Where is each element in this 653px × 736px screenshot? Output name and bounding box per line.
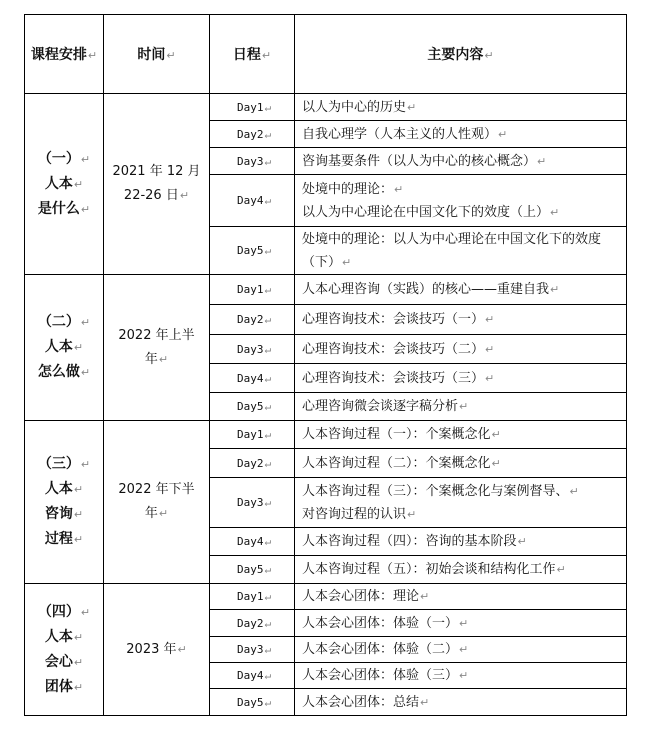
table-row (25, 421, 627, 449)
content-line: 人本咨询过程（四）：咨询的基本阶段↵ (302, 534, 527, 549)
content-line: 对咨询过程的认识↵ (302, 506, 417, 522)
day-label: Day3↵ (210, 148, 295, 175)
section-title-line: 人本↵ (44, 175, 84, 192)
day-content (295, 478, 627, 528)
course-schedule-table (24, 14, 627, 716)
day-label: Day2↵ (210, 305, 295, 335)
header-main-content: 主要内容↵ (295, 15, 627, 94)
content-line: 人本会心团体：理论↵ (302, 589, 430, 604)
content-line: 人本会心团体：总结↵ (302, 694, 430, 710)
day-label: Day2↵ (210, 610, 295, 637)
time-line: 年↵ (144, 351, 169, 367)
day-content (295, 610, 627, 637)
content-line: 心理咨询微会谈逐字稿分析↵ (302, 399, 469, 414)
content-line: 人本会心团体：体验（三）↵ (302, 668, 469, 683)
section-title-line: 过程↵ (44, 531, 84, 547)
content-line: 人本咨询过程（三）：个案概念化与案例督导、↵ (302, 483, 579, 499)
day-label: Day5↵ (210, 689, 295, 716)
day-content (295, 663, 627, 689)
content-line: 处境中的理论：↵ (302, 181, 404, 197)
section-title-line: 怎么做↵ (37, 364, 91, 380)
time-line: 2022 年上半 (118, 327, 195, 343)
content-line: 人本咨询过程（二）：个案概念化↵ (302, 455, 501, 471)
day-label: Day4↵ (210, 364, 295, 393)
day-label: Day4↵ (210, 663, 295, 689)
time-line: 年↵ (144, 506, 169, 521)
section-time (104, 94, 210, 275)
section-time (104, 421, 210, 584)
day-label: Day4↵ (210, 528, 295, 556)
day-label: Day5↵ (210, 227, 295, 275)
content-line: 处境中的理论：以人为中心理论在中国文化下的效度（下）↵ (302, 231, 602, 270)
section-title-line: 是什么↵ (37, 200, 91, 217)
section-time (104, 275, 210, 421)
content-line: 咨询基要条件（以人为中心的核心概念）↵ (302, 153, 547, 169)
day-content (295, 449, 627, 478)
day-content (295, 148, 627, 175)
section-title-line: 团体↵ (44, 678, 84, 695)
table-row (25, 275, 627, 305)
header-schedule: 日程↵ (210, 15, 295, 94)
day-label: Day2↵ (210, 121, 295, 148)
content-line: 以人为中心理论在中国文化下的效度（上）↵ (302, 204, 560, 220)
content-line: 心理咨询技术：会谈技巧（一）↵ (302, 312, 495, 327)
section-title-line: （三）↵ (37, 456, 91, 472)
day-content (295, 556, 627, 584)
header-row (25, 15, 627, 94)
content-line: 心理咨询技术：会谈技巧（三）↵ (302, 370, 495, 386)
header-time: 时间↵ (104, 15, 210, 94)
section-title-line: 会心↵ (44, 653, 84, 670)
day-label: Day1↵ (210, 275, 295, 305)
day-content (295, 528, 627, 556)
day-content (295, 227, 627, 275)
section-title-line: 咨询↵ (44, 506, 84, 522)
section-title-line: （二）↵ (37, 314, 91, 330)
day-label: Day5↵ (210, 393, 295, 421)
time-line: 2021 年 12 月 (112, 164, 201, 179)
day-content (295, 637, 627, 663)
section-title (25, 421, 104, 584)
time-line: 22-26 日↵ (123, 188, 190, 203)
day-label: Day4↵ (210, 175, 295, 227)
table-row (25, 94, 627, 121)
content-line: 人本会心团体：体验（二）↵ (302, 642, 469, 657)
day-content (295, 689, 627, 716)
section-title (25, 275, 104, 421)
day-content (295, 175, 627, 227)
table-row (25, 584, 627, 610)
content-line: 人本会心团体：体验（一）↵ (302, 615, 469, 631)
section-title-line: 人本↵ (44, 628, 84, 645)
time-line: 2022 年下半 (118, 482, 195, 497)
section-title (25, 584, 104, 716)
section-title-line: （四）↵ (37, 603, 91, 620)
day-content (295, 584, 627, 610)
section-time (104, 584, 210, 716)
day-label: Day3↵ (210, 637, 295, 663)
day-content (295, 393, 627, 421)
section-title (25, 94, 104, 275)
header-course-arrangement: 课程安排↵ (25, 15, 104, 94)
day-label: Day1↵ (210, 94, 295, 121)
section-title-line: （一）↵ (37, 150, 91, 167)
day-content (295, 94, 627, 121)
day-label: Day1↵ (210, 421, 295, 449)
day-label: Day2↵ (210, 449, 295, 478)
day-content (295, 305, 627, 335)
content-line: 以人为中心的历史↵ (302, 99, 417, 115)
day-content (295, 121, 627, 148)
day-label: Day3↵ (210, 335, 295, 364)
day-content (295, 275, 627, 305)
time-line: 2023 年↵ (126, 641, 187, 657)
section-title-line: 人本↵ (44, 339, 84, 355)
day-label: Day5↵ (210, 556, 295, 584)
content-line: 人本咨询过程（一）：个案概念化↵ (302, 427, 501, 442)
day-content (295, 335, 627, 364)
day-content (295, 364, 627, 393)
content-line: 人本心理咨询（实践）的核心——重建自我↵ (302, 282, 560, 297)
day-label: Day3↵ (210, 478, 295, 528)
content-line: 人本咨询过程（五）：初始会谈和结构化工作↵ (302, 562, 566, 577)
day-label: Day1↵ (210, 584, 295, 610)
content-line: 心理咨询技术：会谈技巧（二）↵ (302, 341, 495, 357)
section-title-line: 人本↵ (44, 481, 84, 497)
content-line: 自我心理学（人本主义的人性观）↵ (302, 126, 508, 142)
day-content (295, 421, 627, 449)
